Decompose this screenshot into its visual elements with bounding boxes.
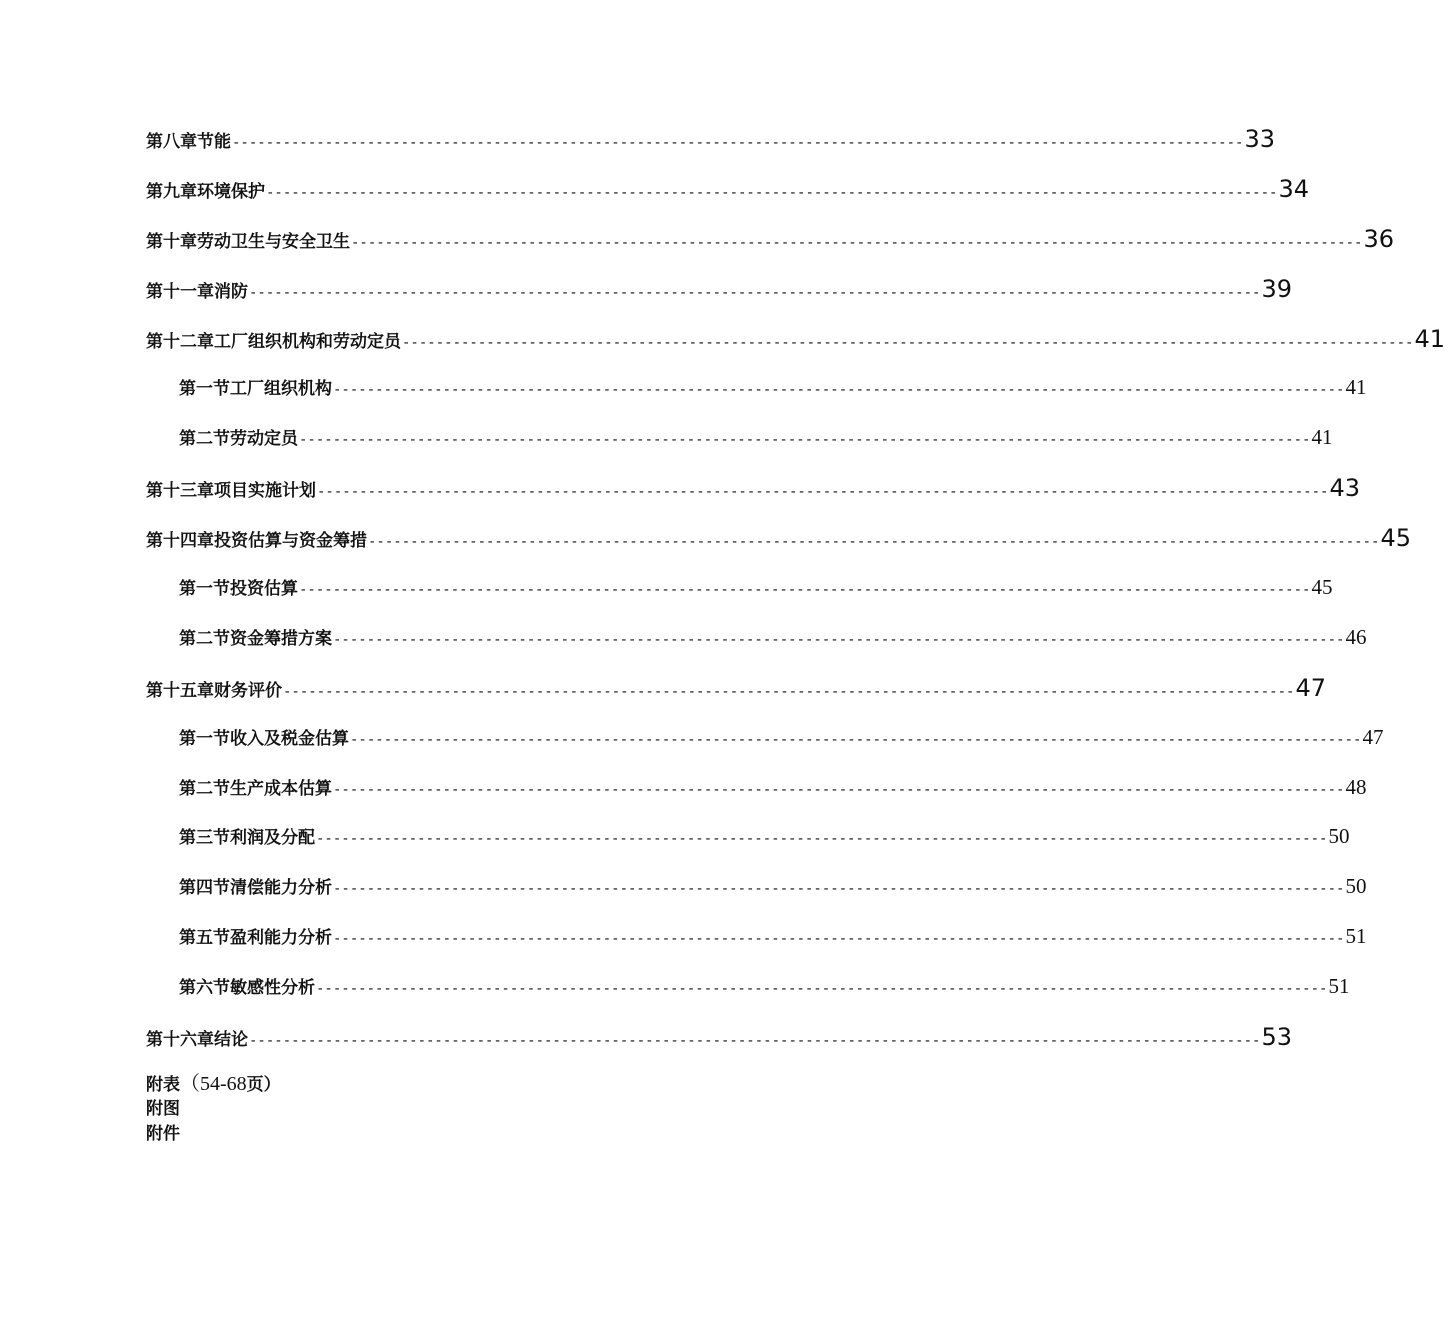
entry-title: 投资估算与资金筹措 <box>214 531 367 552</box>
entry-page-number: 51 <box>1328 974 1350 999</box>
dot-leader: ------------------------------------------------------------------------------------------------------------------------ <box>283 683 1295 700</box>
dot-leader: ------------------------------------------------------------------------------------------------------------------------ <box>249 1033 1261 1050</box>
entry-page-number: 47 <box>1295 673 1326 702</box>
toc-chapter-entry[interactable] <box>146 324 1445 375</box>
dot-leader: ------------------------------------------------------------------------------------------------------------------------ <box>266 184 1278 201</box>
entry-page-number: 41 <box>1311 425 1333 450</box>
entry-title: 劳动卫生与安全卫生 <box>197 231 350 252</box>
appendix-tables <box>146 1072 281 1097</box>
entry-page-number: 45 <box>1311 575 1333 600</box>
dot-leader: ------------------------------------------------------------------------------------------------------------------------ <box>333 382 1345 399</box>
entry-page-number: 48 <box>1345 774 1367 799</box>
entry-number: 第一节 <box>179 579 230 600</box>
entry-title: 环境保护 <box>197 181 265 202</box>
entry-number: 第十二章 <box>146 331 214 352</box>
toc-chapter-entry[interactable] <box>146 524 1411 574</box>
entry-title: 消防 <box>214 281 248 302</box>
toc-section-entry[interactable] <box>146 774 1367 824</box>
entry-title: 投资估算 <box>230 579 298 600</box>
entry-number: 第八章 <box>146 132 197 152</box>
entry-page-number: 41 <box>1414 324 1445 353</box>
appendix-tables-suffix: 页） <box>246 1075 281 1095</box>
appendix-attachments: 附件 <box>146 1124 180 1144</box>
entry-number: 第一节 <box>179 379 230 400</box>
entry-number: 第十章 <box>146 231 197 252</box>
dot-leader: ------------------------------------------------------------------------------------------------------------------------ <box>368 534 1380 551</box>
toc-section-entry[interactable] <box>146 374 1367 424</box>
entry-page-number: 36 <box>1363 224 1394 253</box>
entry-title: 利润及分配 <box>230 828 315 849</box>
entry-page-number: 51 <box>1345 924 1367 949</box>
dot-leader: ------------------------------------------------------------------------------------------------------------------------ <box>316 981 1328 998</box>
appendix-tables-range: （54-68 <box>180 1073 247 1095</box>
entry-page-number: 46 <box>1345 624 1367 649</box>
entry-number: 第五节 <box>179 928 230 949</box>
toc-chapter-entry[interactable] <box>146 224 1394 275</box>
entry-number: 第二节 <box>179 778 230 799</box>
table-of-contents <box>146 125 1445 1073</box>
dot-leader: ------------------------------------------------------------------------------------------------------------------------ <box>333 631 1345 648</box>
dot-leader: ------------------------------------------------------------------------------------------------------------------------ <box>351 234 1363 251</box>
entry-title: 盈利能力分析 <box>230 928 332 949</box>
entry-number: 第三节 <box>179 828 230 849</box>
entry-page-number: 41 <box>1345 375 1367 400</box>
entry-title: 资金筹措方案 <box>230 628 332 649</box>
toc-section-entry[interactable] <box>146 624 1367 674</box>
entry-title: 劳动定员 <box>230 429 298 450</box>
toc-chapter-entry[interactable] <box>146 673 1326 724</box>
entry-title: 生产成本估算 <box>230 778 332 799</box>
dot-leader: ------------------------------------------------------------------------------------------------------------------------ <box>317 484 1329 501</box>
entry-page-number: 47 <box>1362 724 1384 749</box>
toc-section-entry[interactable] <box>146 574 1333 624</box>
dot-leader: ------------------------------------------------------------------------------------------------------------------------ <box>350 731 1362 748</box>
entry-number: 第十三章 <box>146 481 214 502</box>
entry-title: 敏感性分析 <box>230 978 315 999</box>
entry-number: 第十五章 <box>146 680 214 701</box>
entry-page-number: 53 <box>1261 1023 1292 1052</box>
entry-title: 工厂组织机构 <box>230 379 332 400</box>
entry-page-number: 45 <box>1380 524 1411 553</box>
entry-number: 第十四章 <box>146 531 214 552</box>
entry-title: 财务评价 <box>214 680 282 701</box>
dot-leader: ------------------------------------------------------------------------------------------------------------------------ <box>316 831 1328 848</box>
entry-title: 工厂组织机构和劳动定员 <box>214 331 401 352</box>
toc-chapter-entry[interactable] <box>146 125 1275 175</box>
toc-section-entry[interactable] <box>146 424 1333 474</box>
appendix-figures: 附图 <box>146 1099 180 1119</box>
entry-title: 节能 <box>197 132 231 152</box>
entry-number: 第二节 <box>179 429 230 450</box>
entry-title: 收入及税金估算 <box>230 728 349 749</box>
appendix-list <box>146 1072 281 1147</box>
dot-leader: ------------------------------------------------------------------------------------------------------------------------ <box>333 931 1345 948</box>
toc-chapter-entry[interactable] <box>146 174 1309 225</box>
dot-leader: ------------------------------------------------------------------------------------------------------------------------ <box>232 135 1244 151</box>
dot-leader: ------------------------------------------------------------------------------------------------------------------------ <box>333 881 1345 898</box>
toc-chapter-entry[interactable] <box>146 474 1360 524</box>
dot-leader: ------------------------------------------------------------------------------------------------------------------------ <box>333 781 1345 798</box>
entry-title: 清偿能力分析 <box>230 878 332 899</box>
dot-leader: ------------------------------------------------------------------------------------------------------------------------ <box>249 284 1261 301</box>
entry-number: 第二节 <box>179 628 230 649</box>
entry-page-number: 33 <box>1244 125 1275 153</box>
entry-number: 第六节 <box>179 978 230 999</box>
appendix-tables-label: 附表 <box>146 1075 180 1095</box>
dot-leader: ------------------------------------------------------------------------------------------------------------------------ <box>299 432 1311 449</box>
entry-number: 第十六章 <box>146 1030 214 1051</box>
entry-page-number: 34 <box>1278 174 1309 203</box>
toc-section-entry[interactable] <box>146 724 1384 774</box>
entry-title: 结论 <box>214 1030 248 1051</box>
dot-leader: ------------------------------------------------------------------------------------------------------------------------ <box>299 582 1311 599</box>
entry-number: 第四节 <box>179 878 230 899</box>
toc-section-entry[interactable] <box>146 823 1350 873</box>
toc-section-entry[interactable] <box>146 923 1367 973</box>
entry-page-number: 50 <box>1328 824 1350 849</box>
entry-number: 第一节 <box>179 728 230 749</box>
dot-leader: ------------------------------------------------------------------------------------------------------------------------ <box>402 334 1414 351</box>
toc-chapter-entry[interactable] <box>146 274 1292 325</box>
entry-number: 第九章 <box>146 181 197 202</box>
entry-number: 第十一章 <box>146 281 214 302</box>
entry-title: 项目实施计划 <box>214 481 316 502</box>
entry-page-number: 39 <box>1261 274 1292 303</box>
entry-page-number: 43 <box>1329 474 1360 503</box>
toc-section-entry[interactable] <box>146 873 1367 923</box>
entry-page-number: 50 <box>1345 874 1367 899</box>
toc-chapter-entry[interactable] <box>146 1023 1292 1073</box>
toc-section-entry[interactable] <box>146 973 1350 1023</box>
